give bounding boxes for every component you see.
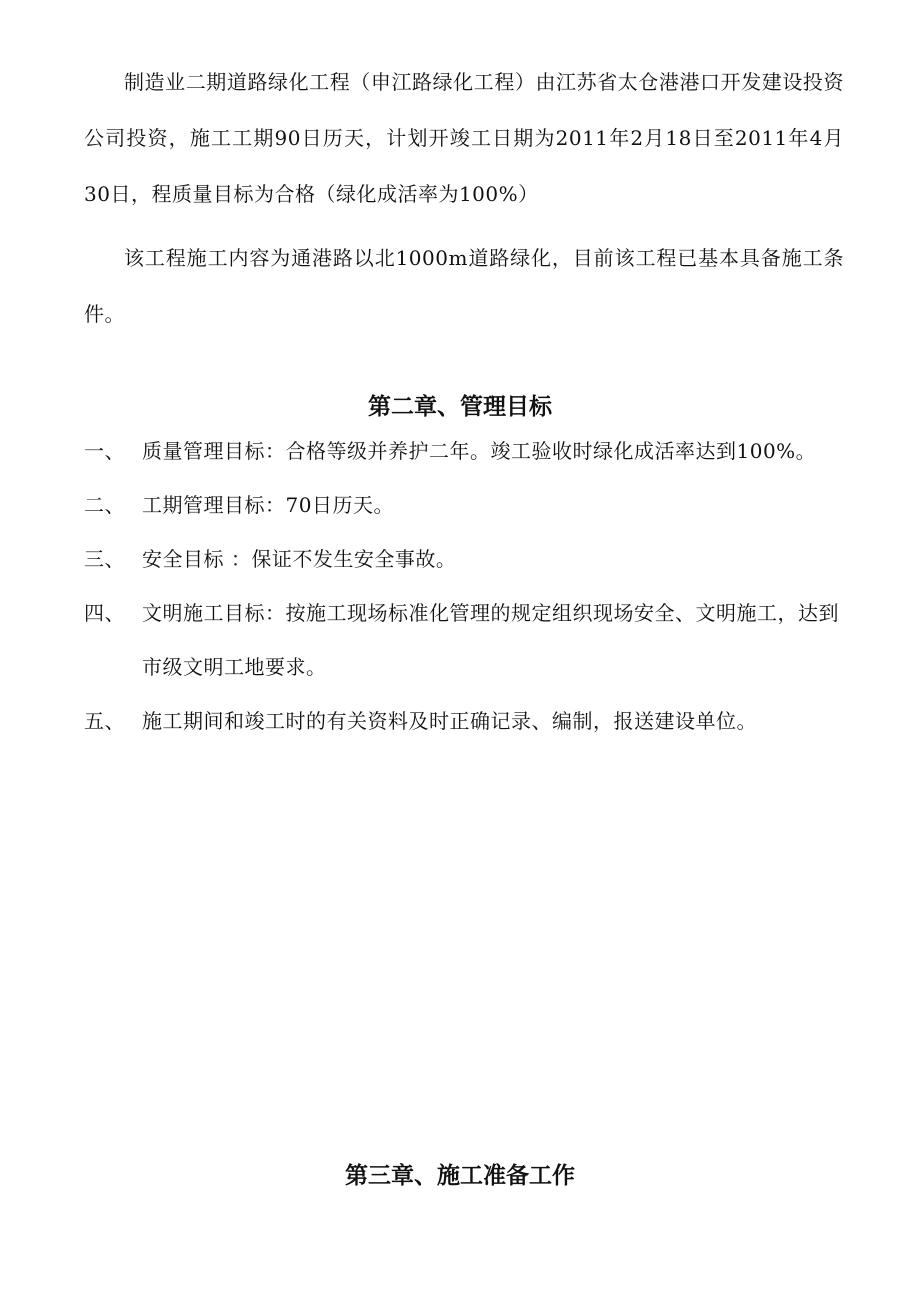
goal-text: 质量管理目标：合格等级并养护二年。竣工验收时绿化成活率达到100%。	[142, 439, 817, 463]
goal-text: 安全目标 ：保证不发生安全事故。	[142, 547, 457, 571]
goal-item	[84, 694, 854, 748]
goal-number: 三、	[84, 547, 125, 571]
goal-number: 五、	[84, 709, 125, 733]
chapter-3-title: 第三章、施工准备工作	[345, 1163, 575, 1189]
goal-text: 施工期间和竣工时的有关资料及时正确记录、编制，报送建设单位。	[142, 709, 757, 733]
chapter-2-title: 第二章、管理目标	[368, 394, 552, 420]
intro-paragraph-1: 制造业二期道路绿化工程（申江路绿化工程）由江苏省太仓港港口开发建设投资公司投资，施工工期90日历天，计划开竣工日期为2011年2月18日至2011年4月30日，程质量目标为合格（绿化成活率为100%）	[84, 70, 844, 206]
goal-text: 文明施工目标：按施工现场标准化管理的规定组织现场安全、文明施工，达到市级文明工地要求。	[142, 601, 839, 679]
goal-number: 二、	[84, 493, 125, 517]
goal-number: 一、	[84, 439, 125, 463]
goal-item	[84, 586, 854, 694]
goal-item	[84, 478, 854, 532]
goal-item	[84, 424, 854, 478]
management-goals-list	[84, 424, 854, 748]
goal-number: 四、	[84, 601, 125, 625]
goal-text: 工期管理目标：70日历天。	[142, 493, 394, 517]
goal-item	[84, 532, 854, 586]
intro-paragraph-2: 该工程施工内容为通港路以北1000m道路绿化，目前该工程已基本具备施工条件。	[84, 246, 844, 326]
